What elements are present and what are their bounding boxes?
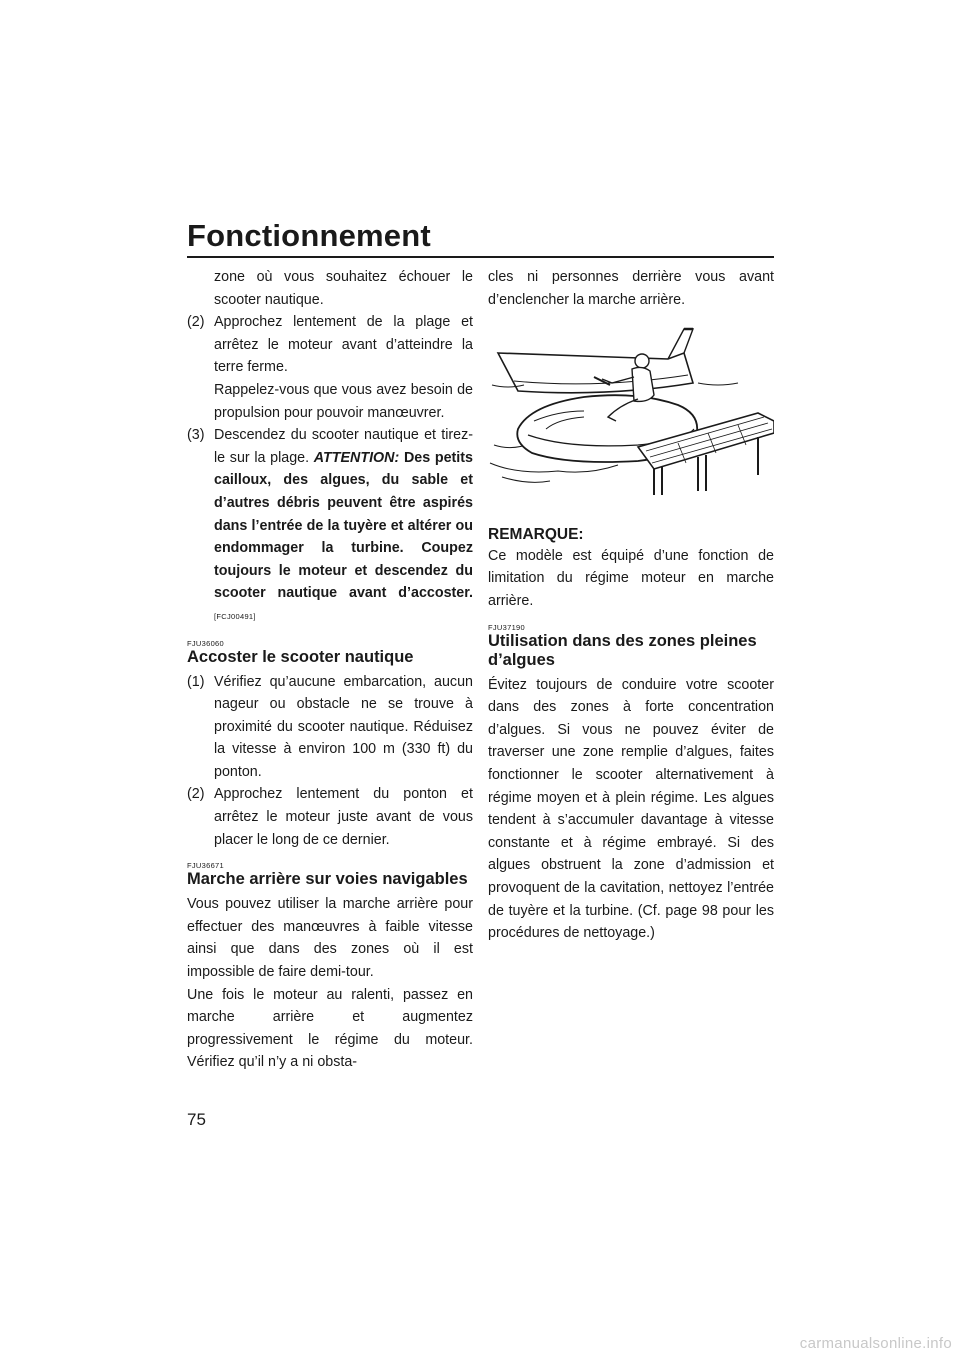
page-header-title: Fonctionnement <box>187 218 431 253</box>
step-subtext: Rappelez-vous que vous avez besoin de propulsion pour pouvoir manœuvrer. <box>214 381 473 421</box>
step-number: (2) <box>187 786 205 803</box>
section-title: Accoster le scooter nautique <box>187 647 414 666</box>
watermark: carmanualsonline.info <box>799 1335 952 1352</box>
right-column <box>488 266 774 945</box>
watercraft-reversing-from-dock-illustration <box>488 325 774 495</box>
step-item <box>187 671 473 784</box>
step-number: (2) <box>187 314 205 331</box>
step-number: (1) <box>187 673 205 690</box>
step-number: (3) <box>187 427 205 444</box>
body-paragraph: Une fois le moteur au ralenti, passez en marche arrière et augmentez progressivement le régime du moteur. Vérifiez qu’il n’y a ni obsta- <box>187 986 473 1071</box>
body-paragraph: Vous pouvez utiliser la marche arrière pour effectuer des manœuvres à faible vitesse ainsi que dans des zones où il est impossible de faire demi-tour. <box>187 896 473 981</box>
step-item <box>187 783 473 851</box>
step-text: Approchez lentement de la plage et arrêtez le moteur avant d’atteindre la terre ferme. <box>214 314 473 376</box>
continued-paragraph: zone où vous souhaitez échouer le scooter nautique. <box>214 269 473 308</box>
header-rule <box>187 256 774 258</box>
step-text: Descendez du scooter nautique et tirez-le sur la plage. <box>214 427 473 466</box>
page-number: 75 <box>187 1110 206 1129</box>
body-paragraph: cles ni personnes derrière vous avant d’enclencher la marche arrière. <box>488 269 774 308</box>
remarque-title: REMARQUE: <box>488 525 584 543</box>
body-paragraph: Évitez toujours de conduire votre scooter dans des zones à forte concentration d’algues. Si vous ne pouvez éviter de traverser une zone remplie d’algues, faites fonctionner le scooter alternativement à régime moyen et à plein régime. Les algues tendent à s’accumuler davantage à vitesse constante et à régime embrayé. Si des algues obstruent la zone d’admission et provoquent de la cavitation, nettoyez l’entrée de tuyère et la turbine. (Cf. page 98 pour les procédures de nettoyage.) <box>488 676 774 942</box>
section-code: FJU36060 <box>187 638 225 648</box>
attention-code: [FCJ00491] <box>214 611 256 621</box>
step-item <box>187 424 473 628</box>
left-column <box>187 266 473 1074</box>
step-item <box>187 311 473 379</box>
section-title: Utilisation dans des zones pleines d’algues <box>488 631 757 669</box>
section-code: FJU36671 <box>187 861 225 871</box>
step-text: Vérifiez qu’aucune embarcation, aucun nageur ou obstacle ne se trouve à proximité du scooter nautique. Réduisez la vitesse à environ 100 m (330 ft) du ponton. <box>214 673 473 780</box>
step-text-with-attention <box>214 424 473 628</box>
attention-label: ATTENTION: <box>313 449 400 466</box>
remarque-text: Ce modèle est équipé d’une fonction de limitation du régime moteur en marche arrière. <box>488 547 774 609</box>
attention-text: Des petits cailloux, des algues, du sable et d’autres débris peuvent être aspirés dans l’entrée de la tuyère et altérer ou endommager la turbine. Coupez toujours le moteur et descendez du scooter nautique avant d’accoster. <box>214 449 473 602</box>
section-code: FJU37190 <box>488 622 526 632</box>
step-text: Approchez lentement du ponton et arrêtez le moteur juste avant de vous placer le long de ce dernier. <box>214 786 473 848</box>
section-title: Marche arrière sur voies navigables <box>187 870 468 889</box>
